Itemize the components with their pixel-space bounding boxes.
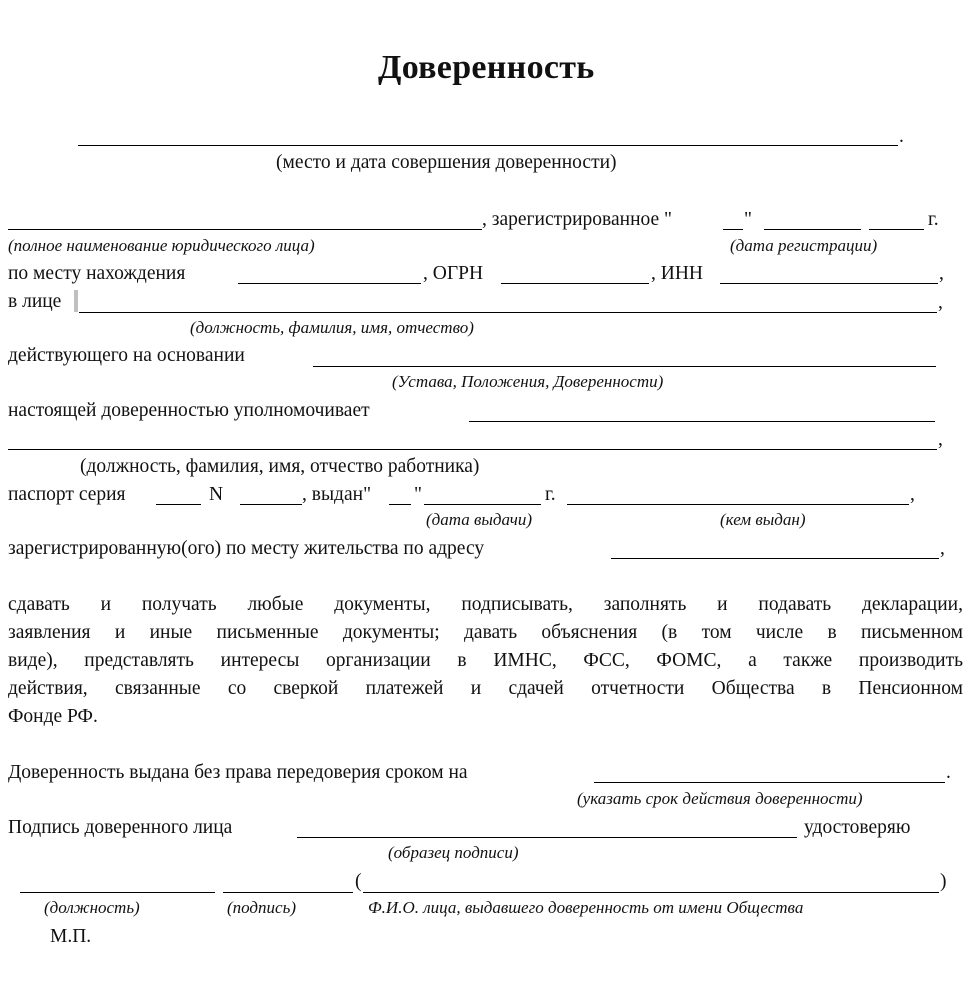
passport-series-line[interactable]	[156, 504, 201, 505]
term-label: Доверенность выдана без права передоверия сроком на	[8, 762, 468, 783]
person-comma: ,	[938, 292, 943, 313]
employee-hint: (должность, фамилия, имя, отчество работника)	[80, 456, 480, 477]
powers-line-1: сдавать и получать любые документы, подписывать, заполнять и подавать декларации,	[8, 594, 963, 615]
passport-date-hint: (дата выдачи)	[426, 510, 533, 529]
ogrn-label: , ОГРН	[423, 263, 484, 284]
authorizes-comma: ,	[938, 429, 943, 450]
term-line[interactable]	[594, 782, 945, 783]
term-hint: (указать срок действия доверенности)	[577, 789, 863, 808]
inn-label: , ИНН	[651, 263, 703, 284]
registration-day-quote: "	[744, 209, 752, 230]
registration-date-hint: (дата регистрации)	[730, 236, 878, 255]
passport-issued-by-line[interactable]	[567, 504, 909, 505]
passport-issue-month-line[interactable]	[424, 504, 541, 505]
position-line[interactable]	[20, 892, 215, 893]
address-comma: ,	[940, 538, 945, 559]
document-title: Доверенность	[378, 49, 595, 86]
entity-name-line[interactable]	[8, 229, 482, 230]
powers-line-3: виде), представлять интересы организации в ИМНС, ФСС, ФОМС, а также производить	[8, 650, 963, 671]
passport-issue-day-quote: "	[414, 484, 422, 505]
basis-line[interactable]	[313, 366, 936, 367]
position-hint: (должность)	[44, 898, 140, 917]
person-hint: (должность, фамилия, имя, отчество)	[190, 318, 474, 337]
authorizes-line[interactable]	[469, 421, 935, 422]
person-label: в лице	[8, 291, 62, 312]
signature-label: Подпись доверенного лица	[8, 817, 233, 838]
registration-year-line[interactable]	[869, 229, 924, 230]
basis-hint: (Устава, Положения, Доверенности)	[392, 372, 664, 391]
signature-hint: (образец подписи)	[388, 843, 519, 862]
basis-label: действующего на основании	[8, 345, 245, 366]
passport-issuer-hint: (кем выдан)	[720, 510, 806, 529]
registration-month-line[interactable]	[764, 229, 861, 230]
powers-line-2: заявления и иные письменные документы; давать объяснения (в том числе в письменном	[8, 622, 963, 643]
powers-line-5: Фонде РФ.	[8, 706, 98, 727]
term-dot: .	[946, 762, 951, 783]
passport-number-label: N	[209, 484, 224, 505]
person-line[interactable]	[79, 312, 937, 313]
fio-line[interactable]	[363, 892, 939, 893]
authorizes-line-2[interactable]	[8, 449, 937, 450]
passport-issued-label: , выдан"	[302, 484, 372, 505]
place-date-line[interactable]	[78, 145, 898, 146]
place-date-hint: (место и дата совершения доверенности)	[276, 152, 617, 173]
passport-issue-day-line[interactable]	[389, 504, 411, 505]
inn-comma: ,	[939, 263, 944, 284]
place-date-dot: .	[899, 126, 904, 147]
signature-specimen-line[interactable]	[297, 837, 797, 838]
certify-text: удостоверяю	[804, 817, 911, 838]
powers-line-4: действия, связанные со сверкой платежей и сдачей отчетности Общества в Пенсионном	[8, 678, 963, 699]
signature-line[interactable]	[223, 892, 353, 893]
address-label: зарегистрированную(ого) по месту жительства по адресу	[8, 538, 485, 559]
address-line[interactable]	[611, 558, 939, 559]
entity-name-hint: (полное наименование юридического лица)	[8, 236, 315, 255]
inn-line[interactable]	[720, 283, 938, 284]
fio-hint: Ф.И.О. лица, выдавшего доверенность от имени Общества	[368, 898, 804, 917]
location-label: по месту нахождения	[8, 263, 186, 284]
fio-close-paren: )	[940, 871, 947, 892]
stamp-place: М.П.	[50, 926, 92, 947]
fio-open-paren: (	[355, 871, 362, 892]
registration-year-suffix: г.	[928, 209, 939, 230]
location-line[interactable]	[238, 283, 421, 284]
passport-comma: ,	[910, 484, 915, 505]
signature-field-hint: (подпись)	[227, 898, 296, 917]
entity-registered-text: , зарегистрированное "	[482, 209, 673, 230]
text-cursor	[74, 290, 78, 312]
passport-series-label: паспорт серия	[8, 484, 126, 505]
passport-number-line[interactable]	[240, 504, 302, 505]
authorizes-label: настоящей доверенностью уполномочивает	[8, 400, 370, 421]
passport-issue-year-suffix: г.	[545, 484, 556, 505]
registration-day-line[interactable]	[723, 229, 743, 230]
ogrn-line[interactable]	[501, 283, 649, 284]
